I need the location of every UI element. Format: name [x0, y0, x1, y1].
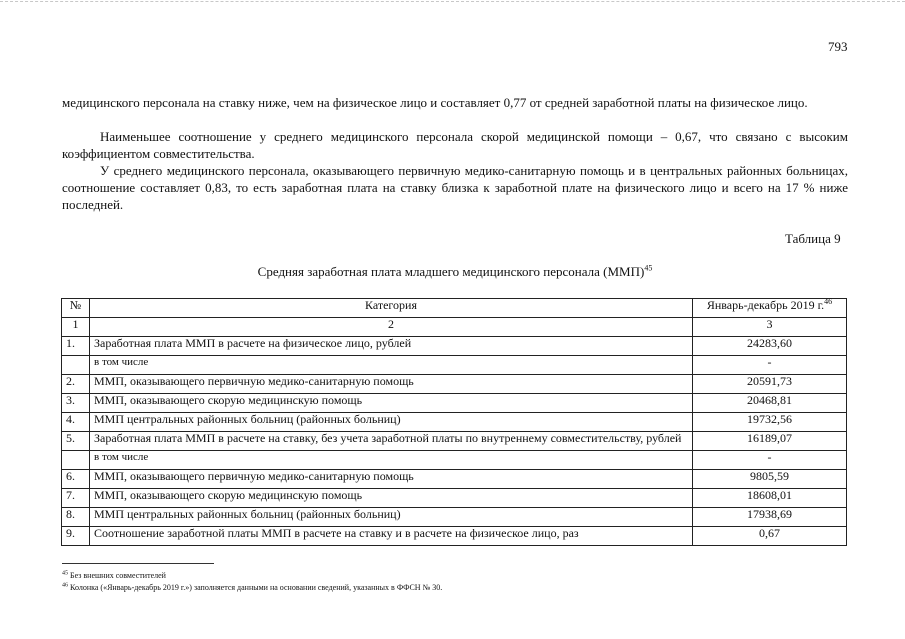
row-category: ММП, оказывающего первичную медико-санитарную помощь — [90, 375, 693, 394]
row-number: 6. — [62, 470, 90, 489]
row-number: 9. — [62, 527, 90, 546]
row-value: 9805,59 — [693, 470, 847, 489]
row-value: 20591,73 — [693, 375, 847, 394]
row-value: - — [693, 356, 847, 375]
row-number — [62, 451, 90, 470]
row-number: 1. — [62, 337, 90, 356]
row-category: в том числе — [90, 356, 693, 375]
footnote-45-ref: 45 — [62, 570, 68, 577]
header-period-text: Январь-декабрь 2019 г. — [706, 298, 825, 312]
paragraph-2-text: Наименьшее соотношение у среднего медицинского персонала скорой медицинской помощи – 0,67, что связано с высоким коэффициентом совместительства. — [62, 129, 848, 161]
table-row — [62, 527, 847, 546]
row-number: 8. — [62, 508, 90, 527]
paragraph-1-text: медицинского персонала на ставку ниже, чем на физическое лицо и составляет 0,77 от средней заработной платы на физическое лицо. — [62, 95, 808, 110]
page-number: 793 — [828, 39, 848, 54]
table-row — [62, 356, 847, 375]
table-column-number-row — [62, 318, 847, 337]
header-num: № — [62, 299, 90, 318]
table-row — [62, 432, 847, 451]
header-period-footnote-ref: 46 — [824, 297, 833, 306]
row-value: 18608,01 — [693, 489, 847, 508]
footnote-separator — [62, 563, 214, 564]
paragraph-1 — [62, 94, 848, 111]
footnote-46-ref: 46 — [62, 582, 68, 589]
paragraph-2 — [62, 128, 848, 162]
table-row — [62, 451, 847, 470]
table-row — [62, 394, 847, 413]
row-category: Заработная плата ММП в расчете на физическое лицо, рублей — [90, 337, 693, 356]
salary-table — [61, 298, 847, 546]
row-category: ММП, оказывающего скорую медицинскую помощь — [90, 489, 693, 508]
table-header-row — [62, 299, 847, 318]
row-number: 7. — [62, 489, 90, 508]
row-number: 3. — [62, 394, 90, 413]
table-title-footnote-ref: 45 — [644, 263, 653, 273]
salary-table-body — [62, 299, 847, 546]
row-value: 16189,07 — [693, 432, 847, 451]
header-period — [693, 299, 847, 318]
row-value: - — [693, 451, 847, 470]
row-category: Заработная плата ММП в расчете на ставку, без учета заработной платы по внутреннему совместительству, рублей — [90, 432, 693, 451]
row-number: 2. — [62, 375, 90, 394]
footnote-45-text: Без внешних совместителей — [70, 571, 166, 580]
row-category: ММП, оказывающего скорую медицинскую помощь — [90, 394, 693, 413]
row-category: Соотношение заработной платы ММП в расчете на ставку и в расчете на физическое лицо, раз — [90, 527, 693, 546]
table-number-label: Таблица 9 — [785, 231, 841, 246]
top-edge-rule — [0, 1, 905, 2]
column-number-2: 2 — [90, 318, 693, 337]
row-value: 20468,81 — [693, 394, 847, 413]
footnote-45 — [62, 571, 166, 581]
table-title-text: Средняя заработная плата младшего медицинского персонала (ММП) — [257, 264, 645, 279]
row-number: 5. — [62, 432, 90, 451]
row-value: 0,67 — [693, 527, 847, 546]
table-title — [62, 264, 848, 280]
row-value: 19732,56 — [693, 413, 847, 432]
table-row — [62, 413, 847, 432]
table-row — [62, 375, 847, 394]
paragraph-3 — [62, 162, 848, 213]
table-row — [62, 508, 847, 527]
row-category: ММП центральных районных больниц (районных больниц) — [90, 508, 693, 527]
row-category: в том числе — [90, 451, 693, 470]
header-category: Категория — [90, 299, 693, 318]
row-category: ММП центральных районных больниц (районных больниц) — [90, 413, 693, 432]
row-value: 17938,69 — [693, 508, 847, 527]
column-number-3: 3 — [693, 318, 847, 337]
row-number — [62, 356, 90, 375]
paragraph-3-text: У среднего медицинского персонала, оказывающего первичную медико-санитарную помощь и в центральных районных больницах, соотношение составляет 0,83, то есть заработная плата на ставку близка к заработной плате на физического лицо и всего на 17 % ниже последней. — [62, 163, 848, 212]
table-row — [62, 489, 847, 508]
row-category: ММП, оказывающего первичную медико-санитарную помощь — [90, 470, 693, 489]
footnote-46-text: Колонка («Январь-декабрь 2019 г.») заполняется данными на основании сведений, указанных в ФФСН № 30. — [70, 583, 443, 592]
table-row — [62, 470, 847, 489]
table-row — [62, 337, 847, 356]
footnote-46 — [62, 583, 442, 593]
column-number-1: 1 — [62, 318, 90, 337]
row-value: 24283,60 — [693, 337, 847, 356]
row-number: 4. — [62, 413, 90, 432]
